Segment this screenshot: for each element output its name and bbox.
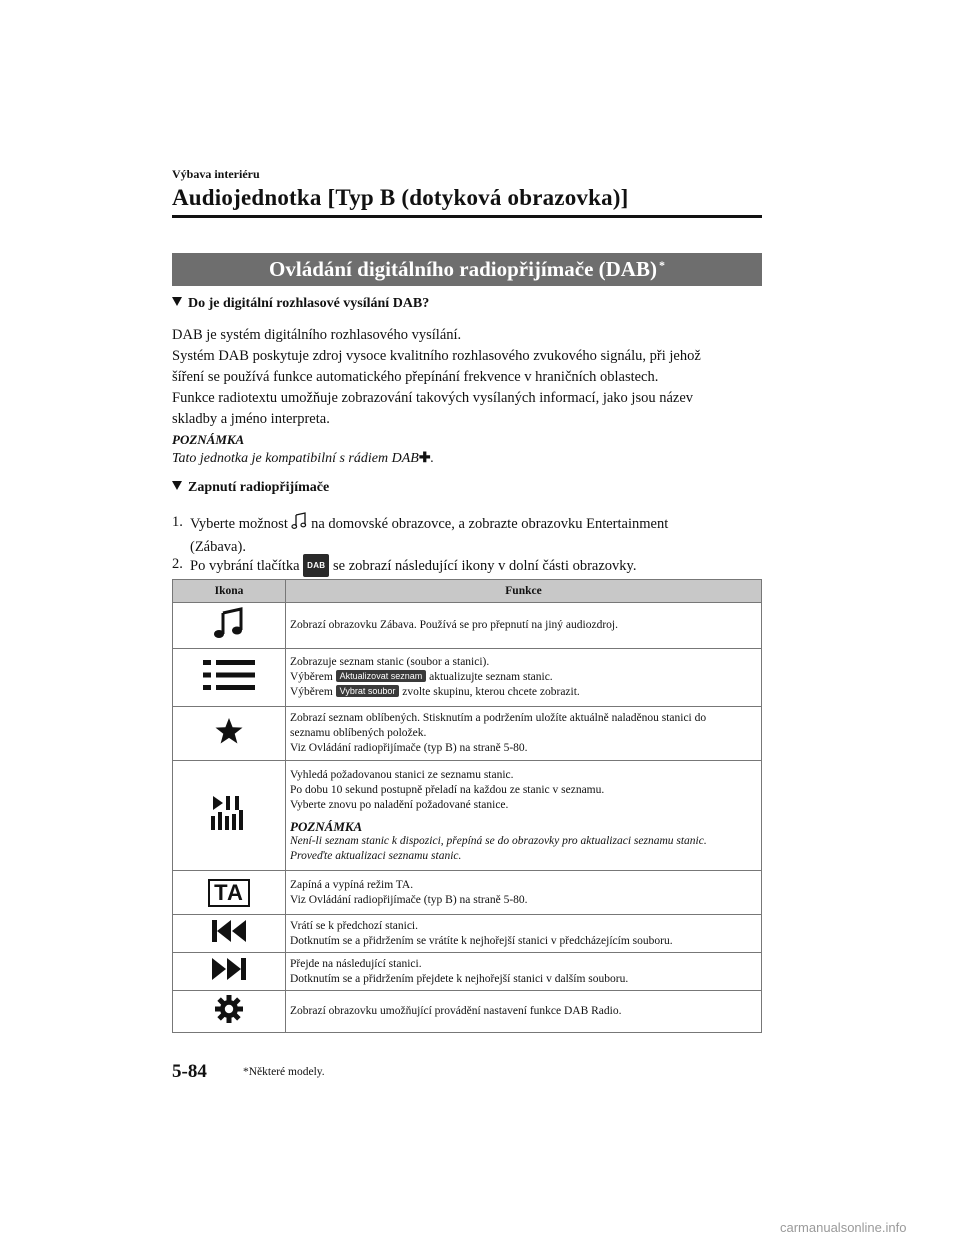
table-row-favorites <box>173 707 762 761</box>
step-2-text-a: Po vybrání tlačítka <box>190 558 300 574</box>
icon-cell <box>173 991 286 1033</box>
skip-previous-icon <box>209 935 249 947</box>
note-label: POZNÁMKA <box>172 432 245 447</box>
icon-cell <box>173 871 286 915</box>
scan-icon <box>209 823 249 835</box>
dab-description-line: Funkce radiotextu umožňuje zobrazování takových vysílaných informací, jako jsou název <box>172 390 694 406</box>
icon-cell <box>173 707 286 761</box>
description-line: Zobrazí seznam oblíbených. Stisknutím a podržením uložíte aktuálně naladěnou stanici do <box>290 712 707 724</box>
dab-description-line: DAB je systém digitálního rozhlasového vysílání. <box>172 327 462 343</box>
function-description <box>286 915 762 953</box>
footnote: *Některé modely. <box>243 1066 325 1078</box>
music-note-icon <box>212 631 246 643</box>
step-1-text-a: Vyberte možnost <box>190 515 288 532</box>
table-row-list <box>173 649 762 707</box>
step-2-text-b: se zobrazí následující ikony v dolní části obrazovky. <box>333 558 637 574</box>
description-line: seznamu oblíbených položek. <box>290 727 427 739</box>
description-line: Vrátí se k předchozí stanici. <box>290 919 418 932</box>
table-row-next <box>173 953 762 991</box>
description-line: Dotknutím se a přidržením se vrátíte k nejhořejší stanici v předcházejícím souboru. <box>290 934 673 947</box>
banner-title: Ovládání digitálního radiopřijímače (DAB) <box>269 257 657 281</box>
icon-cell <box>173 603 286 649</box>
table-row-music <box>173 603 762 649</box>
star-icon <box>214 737 244 749</box>
cell-note-label: POZNÁMKA <box>290 818 363 834</box>
chapter-rule <box>172 215 762 218</box>
function-table <box>172 579 762 1033</box>
function-description <box>286 707 762 761</box>
description-line: Zobrazí obrazovku umožňující provádění nastavení funkce DAB Radio. <box>290 1005 622 1017</box>
dab-button: DAB <box>303 554 329 577</box>
description-text: Výběrem <box>290 671 333 683</box>
description-text: Výběrem <box>290 686 333 698</box>
dab-plus-icon: ✚ <box>418 451 431 466</box>
description-line: Po dobu 10 sekund postupně přeladí na každou ze stanic v seznamu. <box>290 783 605 796</box>
table-row-scan <box>173 761 762 871</box>
description-line: Dotknutím se a přidržením přejdete k nejhořejší stanici v dalším souboru. <box>290 972 629 985</box>
watermark: carmanualsonline.info <box>780 1220 907 1235</box>
chapter-title: Audiojednotka [Typ B (dotyková obrazovka)] <box>172 185 629 210</box>
icon-cell <box>173 761 286 871</box>
function-description <box>286 649 762 707</box>
ta-icon: TA <box>208 879 250 907</box>
step-1 <box>172 512 762 558</box>
update-list-button: Aktualizovat seznam <box>336 670 427 682</box>
column-header-icon: Ikona <box>173 580 286 603</box>
cell-note-line: Není-li seznam stanic k dispozici, přepíná se do obrazovky pro aktualizaci seznamu stanic. <box>290 834 707 847</box>
icon-cell <box>173 953 286 991</box>
function-description <box>286 953 762 991</box>
dab-description-line: skladby a jméno interpreta. <box>172 411 330 427</box>
dab-description-line: šíření se používá funkce automatického přepínání frekvence v hraničních oblastech. <box>172 369 659 385</box>
banner-asterisk: * <box>658 258 665 272</box>
function-description <box>286 991 762 1033</box>
step-1-text-c: (Zábava). <box>190 539 246 555</box>
music-note-icon <box>291 512 307 537</box>
description-text: zvolte skupinu, kterou chcete zobrazit. <box>402 686 580 698</box>
cell-note-line: Proveďte aktualizaci seznamu stanic. <box>290 849 462 862</box>
table-header-row <box>173 580 762 603</box>
description-line <box>290 670 757 685</box>
description-line: Vyhledá požadovanou stanici ze seznamu stanic. <box>290 768 514 781</box>
select-ensemble-button: Vybrat soubor <box>336 685 400 697</box>
heading-switch-on-text: Zapnutí radiopřijímače <box>188 480 330 495</box>
note-text-body: Tato jednotka je kompatibilní s rádiem DAB <box>172 451 419 466</box>
description-line: Zobrazuje seznam stanic (soubor a stanici). <box>290 656 490 668</box>
function-description <box>286 603 762 649</box>
description-line: Přejde na následující stanici. <box>290 957 422 970</box>
section-label: Výbava interiéru <box>172 167 260 181</box>
description-line: Viz Ovládání radiopřijímače (typ B) na straně 5-80. <box>290 742 528 754</box>
step-number: 2. <box>172 556 183 572</box>
gear-icon <box>214 1015 244 1027</box>
heading-switch-on <box>172 480 329 496</box>
description-line: Vyberte znovu po naladění požadované stanice. <box>290 798 509 811</box>
column-header-function: Funkce <box>286 580 762 603</box>
table-row-ta <box>173 871 762 915</box>
heading-what-is-dab <box>172 296 429 312</box>
step-1-text-b: na domovské obrazovce, a zobrazte obrazovku Entertainment <box>311 515 669 532</box>
heading-what-is-dab-text: Do je digitální rozhlasové vysílání DAB? <box>188 296 430 311</box>
list-icon <box>201 684 257 696</box>
step-number: 1. <box>172 514 183 530</box>
page-number: 5-84 <box>172 1061 207 1082</box>
step-2 <box>172 554 762 577</box>
triangle-down-icon <box>172 481 182 490</box>
dab-description-line: Systém DAB poskytuje zdroj vysoce kvalitního rozhlasového zvukového signálu, při jehož <box>172 348 701 364</box>
table-row-previous <box>173 915 762 953</box>
section-banner <box>172 253 762 286</box>
triangle-down-icon <box>172 297 182 306</box>
table-row-settings <box>173 991 762 1033</box>
description-text: aktualizujte seznam stanic. <box>429 671 553 683</box>
icon-cell <box>173 649 286 707</box>
dab-description <box>172 325 762 430</box>
function-description <box>286 761 762 871</box>
description-line <box>290 685 757 700</box>
note-text-end: . <box>430 451 435 466</box>
note-text <box>172 450 434 467</box>
description-line: Zobrazí obrazovku Zábava. Používá se pro přepnutí na jiný audiozdroj. <box>290 619 618 631</box>
description-line: Viz Ovládání radiopřijímače (typ B) na straně 5-80. <box>290 893 528 906</box>
function-description <box>286 871 762 915</box>
icon-cell <box>173 915 286 953</box>
skip-next-icon <box>209 973 249 985</box>
description-line: Zapíná a vypíná režim TA. <box>290 878 414 891</box>
